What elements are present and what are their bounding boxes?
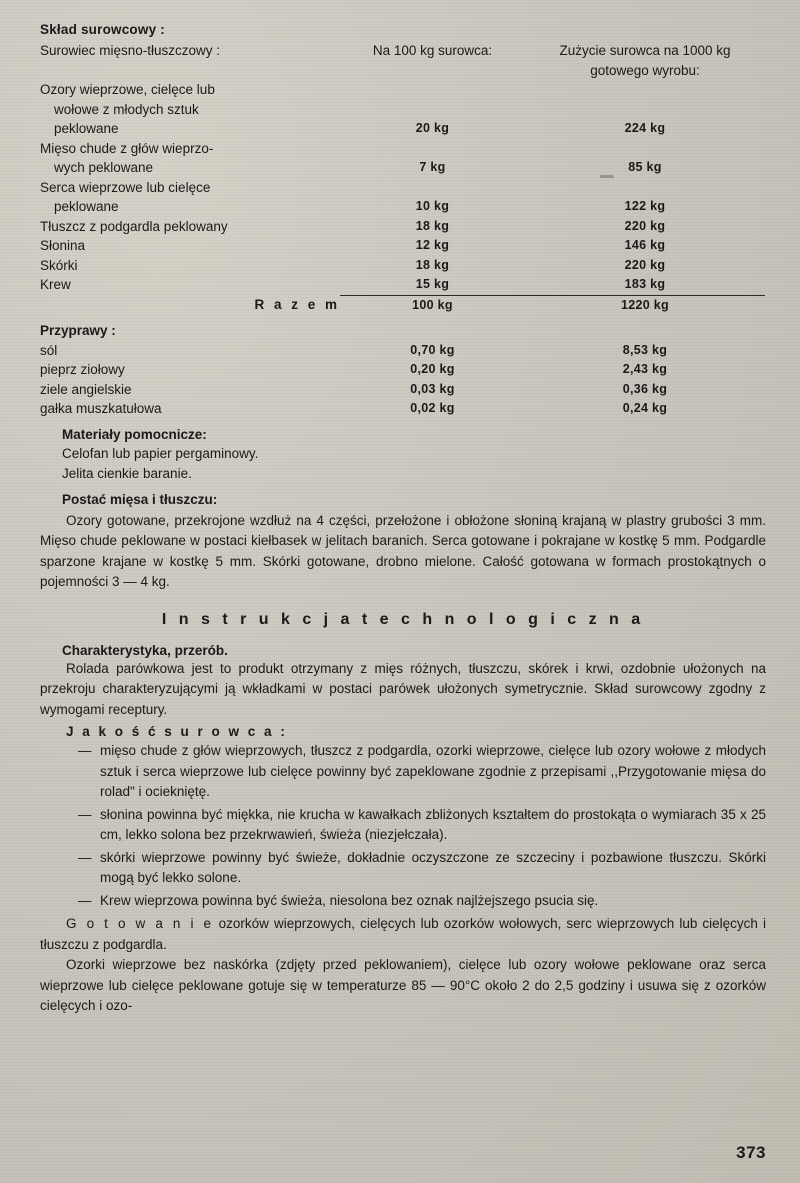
ingredient-per-1000kg: 85 kg <box>628 160 662 174</box>
ingredient-per-100kg: 18 kg <box>415 257 450 272</box>
total-per-1000kg: 1220 kg <box>525 295 765 315</box>
column-header-per-1000kg-line1: Zużycie surowca na 1000 kg <box>559 43 731 58</box>
ingredient-per-1000kg: 224 kg <box>624 121 666 135</box>
total-per-100kg: 100 kg <box>340 295 525 315</box>
table-total-row <box>40 295 765 315</box>
ingredient-name: Słonina <box>40 238 86 253</box>
spice-per-100kg: 0,20 kg <box>410 362 455 376</box>
aux-material-line: Jelita cienkie baranie. <box>62 465 192 481</box>
spice-per-100kg: 0,03 kg <box>410 381 455 396</box>
list-item <box>78 805 766 846</box>
ingredient-name: Tłuszcz z podgardla peklowany <box>40 218 228 234</box>
table-row <box>40 217 765 237</box>
table-row <box>40 80 765 139</box>
ingredient-name-line: wych peklowane <box>54 160 154 175</box>
table-row <box>40 139 765 178</box>
column-header-per-100kg: Na 100 kg surowca: <box>372 43 493 58</box>
page-content <box>40 22 766 1017</box>
dash-bullet-icon: — <box>78 806 92 822</box>
cooking-paragraph <box>40 914 766 955</box>
ingredient-per-100kg: 10 kg <box>415 199 450 213</box>
ingredient-name <box>40 139 340 178</box>
ingredient-per-100kg: 20 kg <box>415 121 450 135</box>
table-row <box>40 380 765 400</box>
column-header-per-1000kg-line2: gotowego wyrobu: <box>590 62 700 78</box>
spices-title: Przyprawy : <box>40 323 116 338</box>
ingredient-per-100kg: 7 kg <box>419 160 446 174</box>
table-row <box>40 275 765 295</box>
spice-name: ziele angielskie <box>40 381 132 397</box>
spice-per-1000kg: 0,24 kg <box>622 401 668 415</box>
spice-name: gałka muszkatułowa <box>40 401 162 416</box>
ingredient-name: Krew <box>40 277 71 292</box>
list-item <box>78 848 766 889</box>
instruction-heading: I n s t r u k c j a t e c h n o l o g i c z n a <box>161 610 645 628</box>
ingredient-per-100kg: 12 kg <box>415 238 450 252</box>
meat-form-text: Ozory gotowane, przekrojone wzdłuż na 4 części, przełożone i obłożone słoniną krajaną w plastry grubości 3 mm. Mięso chude peklowane w postaci kiełbasek w jelitach baranich. Serca gotowane i pokrajane w kostkę 5 mm. Podgardle sparzone krajane w kostkę 5 mm. Skórki gotowane, drobno mielone. Całość gotowana w formach prostokątnych o pojemności 3 — 4 kg. <box>40 512 766 589</box>
list-item-text: skórki wieprzowe powinny być świeże, dokładnie oczyszczone ze szczeciny i pozbawione tłuszczu. Skórki mogą być lekko solone. <box>100 849 766 885</box>
list-item <box>78 741 766 803</box>
dash-bullet-icon: — <box>78 892 92 908</box>
dash-bullet-icon: — <box>78 849 92 865</box>
characteristics-title: Charakterystyka, przerób. <box>62 642 228 658</box>
column-header-material: Surowiec mięsno-tłuszczowy : <box>40 43 221 58</box>
total-label: R a z e m <box>254 297 340 312</box>
characteristics-text: Rolada parówkowa jest to produkt otrzymany z mięs różnych, tłuszczu, skórek i krwi, ozdobnie ułożonych na przekroju charakteryzującymi ją wkładkami w postaci parówek ułożonych symetrycznie. Skład surowcowy zgodny z wymogami receptury. <box>40 660 766 717</box>
table-row <box>40 341 765 361</box>
aux-materials-title: Materiały pomocnicze: <box>62 426 207 442</box>
ingredient-per-1000kg: 220 kg <box>624 218 666 233</box>
raw-materials-title: Skład surowcowy : <box>40 22 165 37</box>
ingredient-name <box>40 178 340 217</box>
quality-title: J a k o ś ć s u r o w c a : <box>66 724 288 739</box>
ingredient-per-100kg: 15 kg <box>415 277 450 291</box>
ingredient-name-line: Serca wieprzowe lub cielęce <box>40 179 211 195</box>
list-item-text: słonina powinna być miękka, nie krucha w kawałkach zbliżonych kształtem do prostokąta o wymiarach 35 x 25 cm, lekko solona bez przekrwawień, świeża (niezjełczała). <box>100 806 766 842</box>
aux-material-line: Celofan lub papier pergaminowy. <box>62 446 259 461</box>
ingredient-name-line: peklowane <box>54 199 119 214</box>
page-number: 373 <box>736 1143 766 1162</box>
meat-form-title: Postać mięsa i tłuszczu: <box>62 492 218 507</box>
spice-per-1000kg: 8,53 kg <box>622 342 668 357</box>
ingredient-per-1000kg: 122 kg <box>624 199 666 213</box>
cooking-lead-label: G o t o w a n i e <box>66 916 214 931</box>
spice-name: pieprz ziołowy <box>40 362 125 377</box>
ingredient-name: Skórki <box>40 257 78 273</box>
quality-list <box>40 741 766 911</box>
raw-materials-table <box>40 41 765 419</box>
spice-name: sól <box>40 342 58 358</box>
ingredient-name-line: Ozory wieprzowe, cielęce lub <box>40 82 215 97</box>
spice-per-100kg: 0,70 kg <box>410 342 455 357</box>
table-row <box>40 178 765 217</box>
dash-bullet-icon: — <box>78 743 92 758</box>
cooking-paragraph-2: Ozorki wieprzowe bez naskórka (zdjęty przed peklowaniem), cielęce lub ozory wołowe peklowane oraz serca wieprzowe lub cielęce peklowane gotuje się w temperaturze 85 — 90°C około 2 do 2,5 godziny i usuwa się z ozorków cielęcych i ozo- <box>40 957 766 1013</box>
column-header-per-1000kg <box>525 41 765 80</box>
table-header-row <box>40 41 765 80</box>
table-row <box>40 236 765 256</box>
list-item-text: Krew wieprzowa powinna być świeża, niesolona bez oznak najlżejszego psucia się. <box>100 892 599 908</box>
spice-per-100kg: 0,02 kg <box>410 401 455 415</box>
cooking-text: ozorków wieprzowych, cielęcych lub ozorków wołowych, serc wieprzowych lub cielęcych i tłuszczu z podgardla. <box>40 916 767 952</box>
ingredient-per-1000kg: 183 kg <box>624 277 666 291</box>
spice-per-1000kg: 0,36 kg <box>622 381 668 396</box>
table-row <box>40 256 765 276</box>
spices-header-row <box>40 315 765 341</box>
ingredient-name-line: Mięso chude z głów wieprzo- <box>40 140 214 156</box>
list-item <box>78 891 766 912</box>
ingredient-per-1000kg: 146 kg <box>624 238 666 252</box>
list-item-text: mięso chude z głów wieprzowych, tłuszcz z podgardla, ozorki wieprzowe, cielęce lub ozory wołowe z młodych sztuk i serca wieprzowe lub cielęce powinny być zapeklowane zgodnie z przepisami ,,Przygotowanie mięsa do rolad" i ociekniętę. <box>100 743 766 799</box>
spice-per-1000kg: 2,43 kg <box>622 362 668 376</box>
ingredient-per-1000kg: 220 kg <box>624 257 666 272</box>
ingredient-per-100kg: 18 kg <box>415 218 450 233</box>
ingredient-name-line: peklowane <box>54 121 119 136</box>
ingredient-name-line: wołowe z młodych sztuk <box>54 101 199 117</box>
table-row <box>40 399 765 419</box>
table-row <box>40 360 765 380</box>
ingredient-name <box>40 80 340 139</box>
